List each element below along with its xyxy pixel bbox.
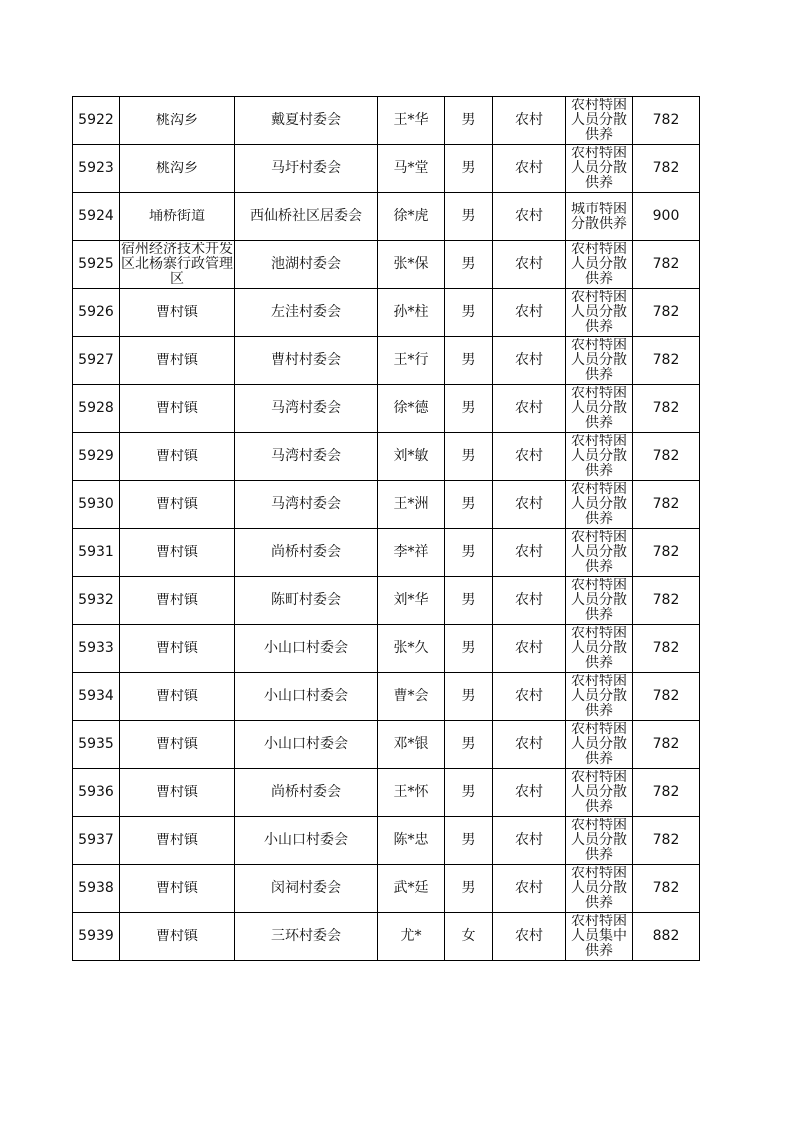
person-name-cell: 邓*银 (378, 721, 445, 769)
amount-cell: 782 (633, 865, 700, 913)
support-type-cell-text: 农村特困人员分散供养 (571, 578, 627, 623)
support-type-cell-text: 农村特困人员分散供养 (571, 290, 627, 335)
table-row (73, 193, 700, 241)
township-cell (120, 625, 235, 673)
row-number-cell: 5927 (73, 337, 120, 385)
sex-cell: 男 (445, 241, 493, 289)
sex-cell: 男 (445, 817, 493, 865)
residence-type-cell: 农村 (493, 289, 566, 337)
support-type-cell-text: 农村特困人员分散供养 (571, 434, 627, 479)
township-cell-text: 曹村镇 (156, 641, 198, 656)
support-type-cell-text: 农村特困人员分散供养 (571, 482, 627, 527)
township-cell-text: 曹村镇 (156, 881, 198, 896)
support-type-cell (566, 481, 633, 529)
person-name-cell: 徐*德 (378, 385, 445, 433)
township-cell-text: 曹村镇 (156, 689, 198, 704)
township-cell (120, 529, 235, 577)
township-cell-text: 曹村镇 (156, 545, 198, 560)
support-type-cell-text: 农村特困人员分散供养 (571, 98, 627, 143)
township-cell-text: 曹村镇 (156, 785, 198, 800)
township-cell-text: 曹村镇 (156, 929, 198, 944)
support-type-cell-text: 农村特困人员分散供养 (571, 146, 627, 191)
amount-cell: 782 (633, 481, 700, 529)
table-row (73, 769, 700, 817)
support-type-cell (566, 337, 633, 385)
person-name-cell: 徐*虎 (378, 193, 445, 241)
person-name-cell: 张*久 (378, 625, 445, 673)
person-name-cell: 刘*华 (378, 577, 445, 625)
row-number-cell: 5926 (73, 289, 120, 337)
support-type-cell (566, 289, 633, 337)
residence-type-cell: 农村 (493, 577, 566, 625)
village-committee-cell: 小山口村委会 (235, 625, 378, 673)
residence-type-cell: 农村 (493, 817, 566, 865)
support-type-cell (566, 913, 633, 961)
support-type-cell (566, 433, 633, 481)
row-number-cell: 5934 (73, 673, 120, 721)
village-committee-cell: 尚桥村委会 (235, 769, 378, 817)
township-cell (120, 673, 235, 721)
row-number-cell: 5924 (73, 193, 120, 241)
township-cell-text: 埇桥街道 (149, 209, 205, 224)
residence-type-cell: 农村 (493, 769, 566, 817)
township-cell (120, 385, 235, 433)
row-number-cell: 5925 (73, 241, 120, 289)
row-number-cell: 5923 (73, 145, 120, 193)
amount-cell: 782 (633, 289, 700, 337)
support-type-cell (566, 673, 633, 721)
amount-cell: 900 (633, 193, 700, 241)
amount-cell: 782 (633, 529, 700, 577)
table-row (73, 625, 700, 673)
village-committee-cell: 三环村委会 (235, 913, 378, 961)
village-committee-cell: 池湖村委会 (235, 241, 378, 289)
amount-cell: 782 (633, 433, 700, 481)
township-cell-text: 曹村镇 (156, 833, 198, 848)
village-committee-cell: 戴夏村委会 (235, 97, 378, 145)
table-body (73, 97, 700, 961)
person-name-cell: 陈*忠 (378, 817, 445, 865)
person-name-cell: 武*廷 (378, 865, 445, 913)
township-cell (120, 481, 235, 529)
township-cell (120, 913, 235, 961)
support-type-cell-text: 农村特困人员分散供养 (571, 866, 627, 911)
table-row (73, 865, 700, 913)
table-row (73, 529, 700, 577)
residence-type-cell: 农村 (493, 481, 566, 529)
sex-cell: 男 (445, 577, 493, 625)
sex-cell: 男 (445, 673, 493, 721)
village-committee-cell: 西仙桥社区居委会 (235, 193, 378, 241)
village-committee-cell: 陈町村委会 (235, 577, 378, 625)
support-type-cell-text: 农村特困人员分散供养 (571, 626, 627, 671)
table-row (73, 817, 700, 865)
table-row (73, 241, 700, 289)
row-number-cell: 5935 (73, 721, 120, 769)
township-cell (120, 817, 235, 865)
residence-type-cell: 农村 (493, 721, 566, 769)
township-cell (120, 721, 235, 769)
row-number-cell: 5933 (73, 625, 120, 673)
person-name-cell: 张*保 (378, 241, 445, 289)
assistance-register-table (72, 96, 700, 961)
residence-type-cell: 农村 (493, 673, 566, 721)
amount-cell: 782 (633, 577, 700, 625)
sex-cell: 男 (445, 385, 493, 433)
village-committee-cell: 马湾村委会 (235, 385, 378, 433)
table-row (73, 577, 700, 625)
amount-cell: 782 (633, 145, 700, 193)
row-number-cell: 5932 (73, 577, 120, 625)
support-type-cell-text: 农村特困人员分散供养 (571, 818, 627, 863)
person-name-cell: 王*华 (378, 97, 445, 145)
amount-cell: 782 (633, 97, 700, 145)
table-row (73, 97, 700, 145)
support-type-cell (566, 145, 633, 193)
support-type-cell-text: 农村特困人员分散供养 (571, 386, 627, 431)
support-type-cell (566, 625, 633, 673)
row-number-cell: 5931 (73, 529, 120, 577)
table-row (73, 673, 700, 721)
support-type-cell-text: 城市特困分散供养 (571, 201, 627, 232)
village-committee-cell: 尚桥村委会 (235, 529, 378, 577)
township-cell-text: 曹村镇 (156, 401, 198, 416)
residence-type-cell: 农村 (493, 193, 566, 241)
table-row (73, 913, 700, 961)
amount-cell: 782 (633, 721, 700, 769)
amount-cell: 782 (633, 337, 700, 385)
support-type-cell (566, 385, 633, 433)
row-number-cell: 5938 (73, 865, 120, 913)
sex-cell: 女 (445, 913, 493, 961)
residence-type-cell: 农村 (493, 97, 566, 145)
row-number-cell: 5928 (73, 385, 120, 433)
village-committee-cell: 闵祠村委会 (235, 865, 378, 913)
village-committee-cell: 左洼村委会 (235, 289, 378, 337)
village-committee-cell: 马湾村委会 (235, 433, 378, 481)
support-type-cell-text: 农村特困人员分散供养 (571, 722, 627, 767)
township-cell-text: 宿州经济技术开发区北杨寨行政管理区 (121, 242, 233, 287)
table-row (73, 481, 700, 529)
support-type-cell (566, 529, 633, 577)
row-number-cell: 5936 (73, 769, 120, 817)
township-cell-text: 桃沟乡 (156, 113, 198, 128)
row-number-cell: 5937 (73, 817, 120, 865)
township-cell (120, 289, 235, 337)
sex-cell: 男 (445, 481, 493, 529)
person-name-cell: 尤* (378, 913, 445, 961)
sex-cell: 男 (445, 769, 493, 817)
person-name-cell: 孙*柱 (378, 289, 445, 337)
table-row (73, 721, 700, 769)
residence-type-cell: 农村 (493, 433, 566, 481)
sex-cell: 男 (445, 289, 493, 337)
support-type-cell (566, 769, 633, 817)
sex-cell: 男 (445, 193, 493, 241)
sex-cell: 男 (445, 625, 493, 673)
person-name-cell: 王*行 (378, 337, 445, 385)
residence-type-cell: 农村 (493, 529, 566, 577)
row-number-cell: 5922 (73, 97, 120, 145)
support-type-cell-text: 农村特困人员分散供养 (571, 530, 627, 575)
row-number-cell: 5939 (73, 913, 120, 961)
support-type-cell (566, 865, 633, 913)
sex-cell: 男 (445, 865, 493, 913)
row-number-cell: 5929 (73, 433, 120, 481)
village-committee-cell: 曹村村委会 (235, 337, 378, 385)
person-name-cell: 刘*敏 (378, 433, 445, 481)
support-type-cell (566, 97, 633, 145)
township-cell-text: 桃沟乡 (156, 161, 198, 176)
support-type-cell-text: 农村特困人员分散供养 (571, 338, 627, 383)
table-row (73, 289, 700, 337)
township-cell-text: 曹村镇 (156, 305, 198, 320)
township-cell (120, 769, 235, 817)
residence-type-cell: 农村 (493, 913, 566, 961)
residence-type-cell: 农村 (493, 865, 566, 913)
support-type-cell-text: 农村特困人员分散供养 (571, 674, 627, 719)
village-committee-cell: 小山口村委会 (235, 721, 378, 769)
support-type-cell-text: 农村特困人员分散供养 (571, 770, 627, 815)
support-type-cell (566, 721, 633, 769)
township-cell-text: 曹村镇 (156, 737, 198, 752)
village-committee-cell: 小山口村委会 (235, 673, 378, 721)
village-committee-cell: 小山口村委会 (235, 817, 378, 865)
sex-cell: 男 (445, 529, 493, 577)
sex-cell: 男 (445, 97, 493, 145)
person-name-cell: 曹*会 (378, 673, 445, 721)
township-cell (120, 577, 235, 625)
township-cell-text: 曹村镇 (156, 497, 198, 512)
support-type-cell (566, 241, 633, 289)
person-name-cell: 马*堂 (378, 145, 445, 193)
township-cell (120, 865, 235, 913)
amount-cell: 782 (633, 673, 700, 721)
sex-cell: 男 (445, 721, 493, 769)
township-cell-text: 曹村镇 (156, 353, 198, 368)
table-row (73, 337, 700, 385)
support-type-cell-text: 农村特困人员集中供养 (571, 914, 627, 959)
amount-cell: 782 (633, 817, 700, 865)
residence-type-cell: 农村 (493, 337, 566, 385)
sex-cell: 男 (445, 145, 493, 193)
township-cell (120, 241, 235, 289)
township-cell (120, 433, 235, 481)
village-committee-cell: 马湾村委会 (235, 481, 378, 529)
township-cell (120, 97, 235, 145)
residence-type-cell: 农村 (493, 625, 566, 673)
township-cell (120, 145, 235, 193)
township-cell (120, 193, 235, 241)
row-number-cell: 5930 (73, 481, 120, 529)
amount-cell: 782 (633, 385, 700, 433)
table-row (73, 145, 700, 193)
amount-cell: 782 (633, 241, 700, 289)
support-type-cell (566, 817, 633, 865)
township-cell-text: 曹村镇 (156, 449, 198, 464)
person-name-cell: 王*怀 (378, 769, 445, 817)
support-type-cell-text: 农村特困人员分散供养 (571, 242, 627, 287)
amount-cell: 882 (633, 913, 700, 961)
support-type-cell (566, 577, 633, 625)
person-name-cell: 李*祥 (378, 529, 445, 577)
person-name-cell: 王*洲 (378, 481, 445, 529)
sex-cell: 男 (445, 433, 493, 481)
table-row (73, 385, 700, 433)
township-cell (120, 337, 235, 385)
residence-type-cell: 农村 (493, 241, 566, 289)
table-row (73, 433, 700, 481)
township-cell-text: 曹村镇 (156, 593, 198, 608)
sex-cell: 男 (445, 337, 493, 385)
village-committee-cell: 马圩村委会 (235, 145, 378, 193)
amount-cell: 782 (633, 769, 700, 817)
support-type-cell (566, 193, 633, 241)
residence-type-cell: 农村 (493, 145, 566, 193)
amount-cell: 782 (633, 625, 700, 673)
residence-type-cell: 农村 (493, 385, 566, 433)
